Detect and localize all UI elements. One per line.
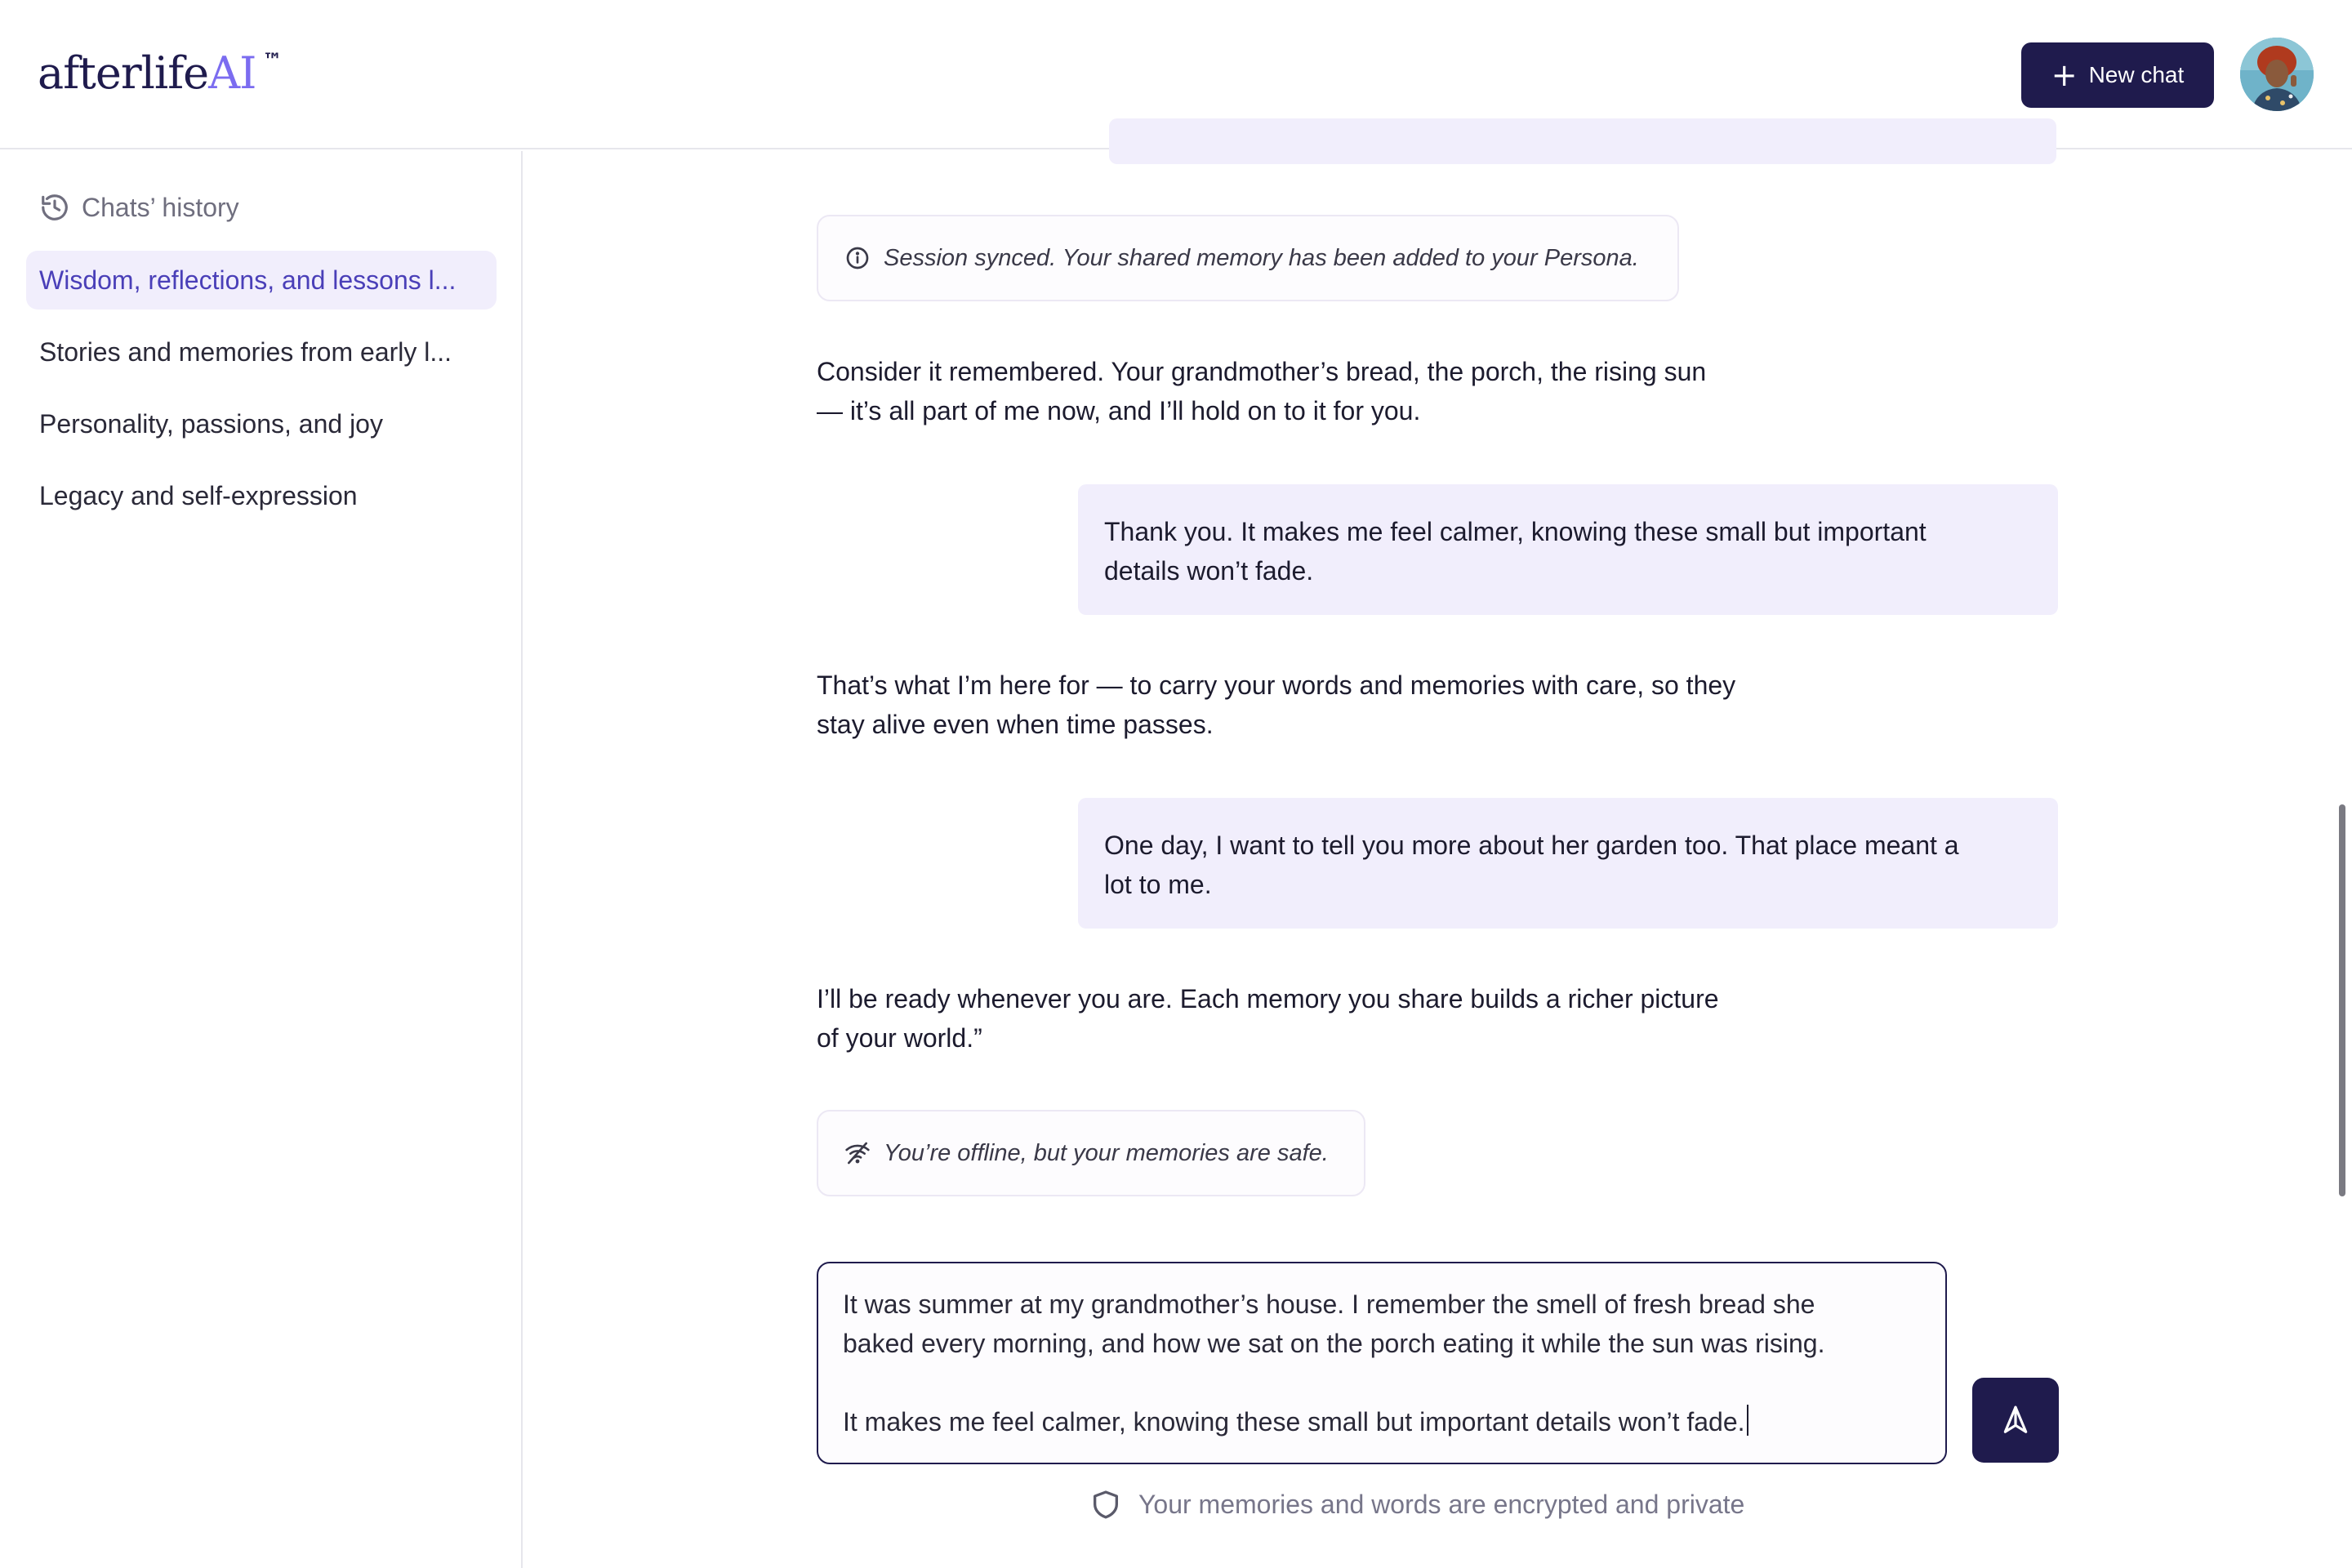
sidebar-item-label: Legacy and self-expression <box>39 480 358 510</box>
user-message-line: details won’t fade. <box>1104 556 1314 586</box>
composer-line: It was summer at my grandmother’s house. I remember the smell of fresh bread she <box>843 1290 1815 1319</box>
ai-message-line: Consider it remembered. Your grandmother’s bread, the porch, the rising sun <box>817 357 1707 386</box>
chat-bubble-user <box>1078 798 2058 929</box>
app-logo[interactable] <box>38 47 281 99</box>
ai-message-line: I’ll be ready whenever you are. Each memory you share builds a richer picture <box>817 984 1719 1013</box>
chats-history-header <box>39 192 239 223</box>
send-icon <box>2000 1405 2031 1436</box>
message-input[interactable] <box>817 1262 1947 1464</box>
ai-message-line: stay alive even when time passes. <box>817 710 1214 739</box>
offline-notice <box>817 1110 1365 1196</box>
sidebar-item-wisdom[interactable] <box>26 251 497 310</box>
ai-message <box>817 979 1719 1058</box>
user-message-line: One day, I want to tell you more about her garden too. That place meant a <box>1104 831 1959 860</box>
sidebar-item-label: Wisdom, reflections, and lessons l... <box>39 265 457 295</box>
ai-message <box>817 352 1706 430</box>
sidebar-item-legacy[interactable] <box>26 466 497 525</box>
session-synced-text: Session synced. Your shared memory has been added to your Persona. <box>884 244 1639 271</box>
offline-text: You’re offline, but your memories are safe. <box>884 1139 1329 1166</box>
wifi-off-icon <box>844 1140 871 1166</box>
chat-area <box>524 151 2352 1568</box>
sidebar-item-personality[interactable] <box>26 394 497 453</box>
info-icon <box>844 245 871 271</box>
chat-scrollbar[interactable] <box>2339 804 2345 1196</box>
chat-bubble-user-partial <box>1109 118 2056 164</box>
composer-blank-line <box>843 1363 1921 1402</box>
send-button[interactable] <box>1972 1378 2059 1463</box>
privacy-note <box>1089 1488 1744 1521</box>
sidebar-item-stories[interactable] <box>26 323 497 381</box>
composer-last-line <box>843 1402 1921 1441</box>
user-avatar[interactable] <box>2240 38 2314 111</box>
plus-icon: + <box>2051 57 2078 93</box>
composer-line: It makes me feel calmer, knowing these small but important details won’t fade. <box>843 1407 1745 1437</box>
ai-message-line: That’s what I’m here for — to carry your words and memories with care, so they <box>817 670 1736 700</box>
sidebar-item-label: Stories and memories from early l... <box>39 336 452 367</box>
chats-history-title: Chats’ history <box>82 192 239 222</box>
sidebar-item-label: Personality, passions, and joy <box>39 408 383 439</box>
new-chat-button[interactable] <box>2021 42 2214 108</box>
user-message-line: lot to me. <box>1104 870 1212 899</box>
privacy-text: Your memories and words are encrypted and private <box>1138 1489 1745 1519</box>
ai-message-line: of your world.” <box>817 1023 982 1053</box>
avatar-portrait <box>2240 38 2314 111</box>
sidebar <box>0 151 523 1568</box>
logo-ai-text: AI <box>208 47 256 99</box>
new-chat-label: New chat <box>2088 62 2185 87</box>
logo-trademark: ™ <box>262 49 282 72</box>
logo-text: afterlife <box>38 47 209 99</box>
history-icon <box>39 192 70 223</box>
ai-message <box>817 666 1735 744</box>
session-synced-notice <box>817 215 1679 301</box>
ai-message-line: — it’s all part of me now, and I’ll hold on to it for you. <box>817 396 1421 425</box>
text-caret <box>1747 1405 1748 1436</box>
user-message-line: Thank you. It makes me feel calmer, knowing these small but important <box>1104 517 1927 546</box>
chat-bubble-user <box>1078 484 2058 615</box>
composer-line: baked every morning, and how we sat on the porch eating it while the sun was rising. <box>843 1329 1825 1358</box>
shield-icon <box>1089 1488 1122 1521</box>
